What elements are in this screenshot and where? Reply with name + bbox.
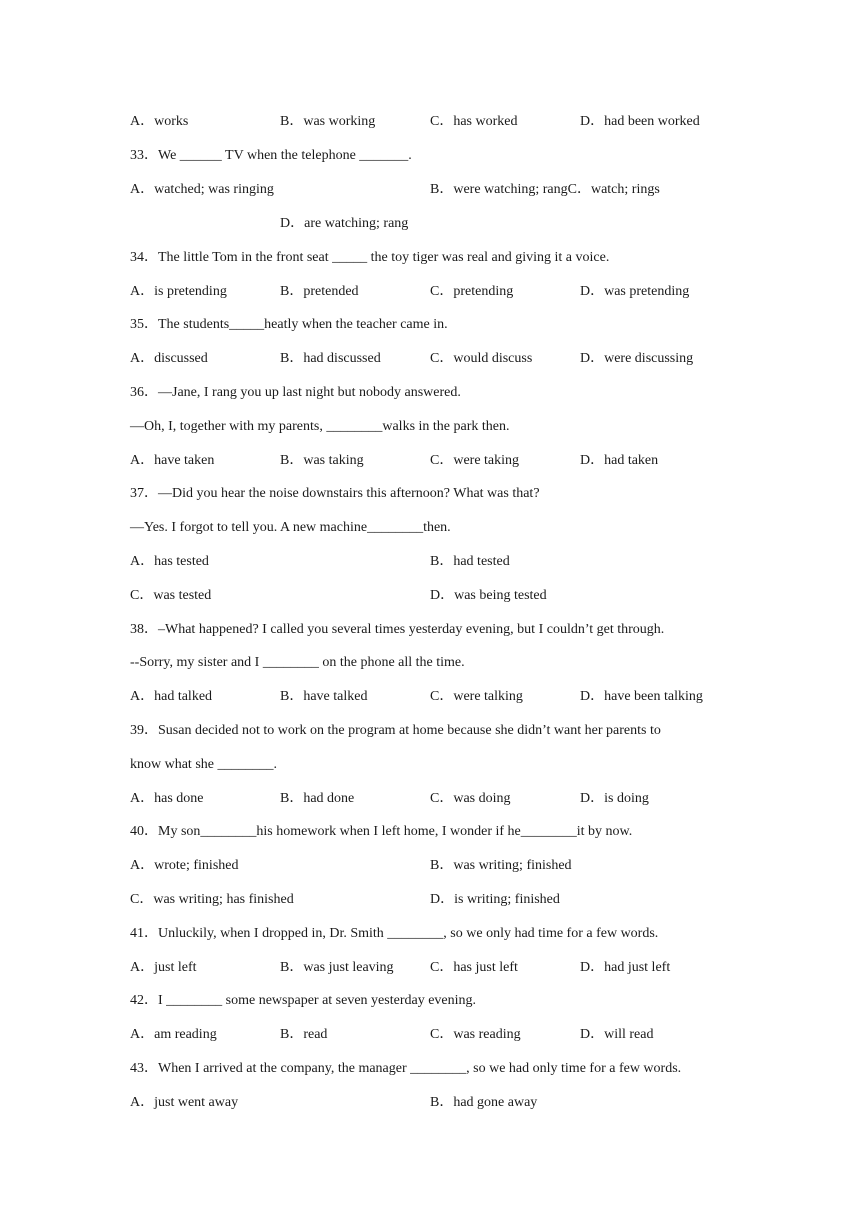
answer-option: C．was writing; has finished <box>130 892 294 907</box>
question-text: —Oh, I, together with my parents, ________walks in the park then. <box>130 419 510 434</box>
answer-option: A．have taken <box>130 453 215 468</box>
answer-option: B．were watching; rangC．watch; rings <box>430 182 660 197</box>
answer-option: B．was working <box>280 114 376 129</box>
answer-option: B．have talked <box>280 689 368 704</box>
question-text: know what she ________. <box>130 757 277 772</box>
answer-option: C．was doing <box>430 791 511 806</box>
answer-option: C．were taking <box>430 453 520 468</box>
answer-option: D．were discussing <box>580 351 694 366</box>
answer-option: B．was writing; finished <box>430 858 572 873</box>
answer-option: D．is writing; finished <box>430 892 560 907</box>
answer-option: D．had taken <box>580 453 659 468</box>
answer-option: D．had been worked <box>580 114 700 129</box>
answer-option: B．had tested <box>430 554 510 569</box>
answer-option: A．discussed <box>130 351 208 366</box>
answer-option: A．works <box>130 114 189 129</box>
question-text: —Yes. I forgot to tell you. A new machine________then. <box>130 520 451 535</box>
answer-option: B．had gone away <box>430 1095 538 1110</box>
answer-option: B．pretended <box>280 284 359 299</box>
answer-option: A．just left <box>130 960 197 975</box>
answer-option: A．had talked <box>130 689 213 704</box>
answer-option: C．has just left <box>430 960 518 975</box>
answer-option: B．read <box>280 1027 328 1042</box>
answer-option: D．was pretending <box>580 284 690 299</box>
answer-option: A．just went away <box>130 1095 239 1110</box>
answer-option: B．had discussed <box>280 351 381 366</box>
answer-option: C．was tested <box>130 588 212 603</box>
question-text: 42．I ________ some newspaper at seven yesterday evening. <box>130 993 477 1008</box>
question-text: 41．Unluckily, when I dropped in, Dr. Smith ________, so we only had time for a few words. <box>130 926 659 941</box>
question-text: 38．–What happened? I called you several times yesterday evening, but I couldn’t get through. <box>130 622 665 637</box>
answer-option: C．would discuss <box>430 351 533 366</box>
answer-option: D．are watching; rang <box>280 216 409 231</box>
question-text: 37．—Did you hear the noise downstairs this afternoon? What was that? <box>130 486 540 501</box>
answer-option: D．is doing <box>580 791 649 806</box>
answer-option: B．was taking <box>280 453 364 468</box>
answer-option: D．have been talking <box>580 689 703 704</box>
answer-option: B．was just leaving <box>280 960 394 975</box>
question-text: 39．Susan decided not to work on the program at home because she didn’t want her parents to <box>130 723 661 738</box>
answer-option: A．wrote; finished <box>130 858 239 873</box>
question-text: 40．My son________his homework when I left home, I wonder if he________it by now. <box>130 824 633 839</box>
answer-option: A．has done <box>130 791 204 806</box>
answer-option: D．will read <box>580 1027 654 1042</box>
question-text: --Sorry, my sister and I ________ on the phone all the time. <box>130 655 465 670</box>
answer-option: B．had done <box>280 791 355 806</box>
answer-option: C．was reading <box>430 1027 521 1042</box>
answer-option: C．pretending <box>430 284 514 299</box>
answer-option: C．were talking <box>430 689 523 704</box>
question-text: 34．The little Tom in the front seat _____ the toy tiger was real and giving it a voice. <box>130 250 610 265</box>
question-text: 43．When I arrived at the company, the manager ________, so we had only time for a few words. <box>130 1061 682 1076</box>
answer-option: C．has worked <box>430 114 518 129</box>
answer-option: D．was being tested <box>430 588 547 603</box>
question-text: 33．We ______ TV when the telephone _______. <box>130 148 412 163</box>
answer-option: A．is pretending <box>130 284 227 299</box>
answer-option: A．watched; was ringing <box>130 182 274 197</box>
question-text: 36．—Jane, I rang you up last night but nobody answered. <box>130 385 461 400</box>
question-text: 35．The students_____heatly when the teacher came in. <box>130 317 448 332</box>
answer-option: D．had just left <box>580 960 671 975</box>
answer-option: A．has tested <box>130 554 209 569</box>
answer-option: A．am reading <box>130 1027 217 1042</box>
